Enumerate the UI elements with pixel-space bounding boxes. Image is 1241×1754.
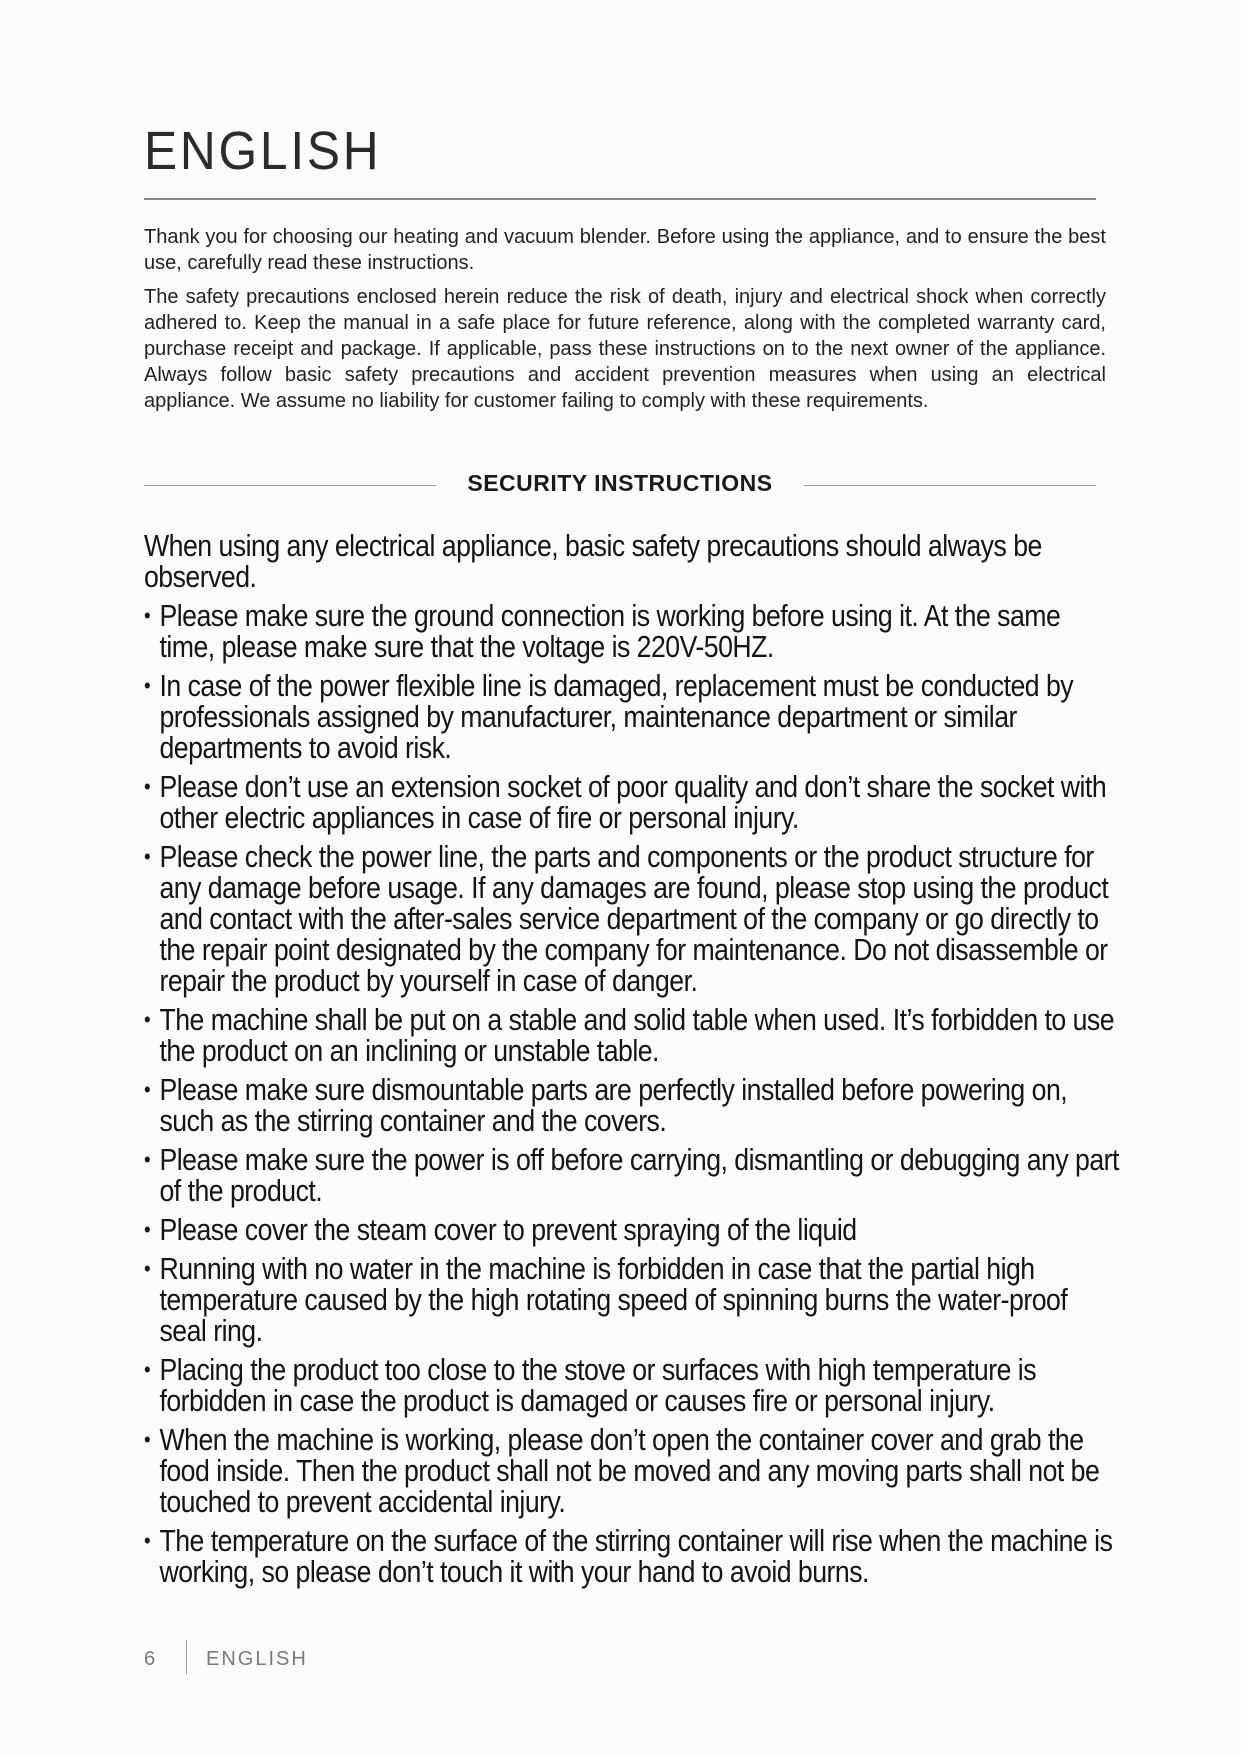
safety-bullet: • Running with no water in the machine is forbidden in case that the partial high temperature caused by the high rotating speed of spinning burns the water-proof seal ring. xyxy=(144,1253,1119,1346)
safety-bullet: • The machine shall be put on a stable and solid table when used. It’s forbidden to use the product on an inclining or unstable table. xyxy=(144,1004,1119,1066)
page-footer xyxy=(144,1640,544,1674)
safety-bullet: • Please cover the steam cover to prevent spraying of the liquid xyxy=(144,1214,1119,1245)
section-heading xyxy=(144,470,1096,500)
safety-bullet-list xyxy=(144,598,1119,1589)
safety-bullet: • The temperature on the surface of the stirring container will rise when the machine is working, so please don’t touch it with your hand to avoid burns. xyxy=(144,1525,1119,1587)
safety-bullet: • When the machine is working, please don’t open the container cover and grab the food inside. Then the product shall not be moved and any moving parts shall not be touched to prevent accidental injury. xyxy=(144,1424,1119,1517)
safety-bullet: • Placing the product too close to the stove or surfaces with high temperature is forbidden in case the product is damaged or causes fire or personal injury. xyxy=(144,1354,1119,1416)
safety-bullet: • Please make sure dismountable parts are perfectly installed before powering on, such as the stirring container and the covers. xyxy=(144,1074,1119,1136)
intro-block xyxy=(144,224,1106,422)
safety-instructions xyxy=(144,528,1119,1595)
safety-bullet: • Please make sure the power is off before carrying, dismantling or debugging any part of the product. xyxy=(144,1144,1119,1206)
footer-label: ENGLISH xyxy=(206,1648,308,1670)
heading-rule-right xyxy=(804,485,1096,486)
intro-paragraph-1: Thank you for choosing our heating and vacuum blender. Before using the appliance, and to ensure the best use, carefully read these instructions. xyxy=(144,226,1106,274)
page-title: ENGLISH xyxy=(144,121,382,181)
safety-bullet: • Please don’t use an extension socket of poor quality and don’t share the socket with other electric appliances in case of fire or personal injury. xyxy=(144,771,1119,833)
safety-bullet: • In case of the power flexible line is damaged, replacement must be conducted by professionals assigned by manufacturer, maintenance department or similar departments to avoid risk. xyxy=(144,670,1119,763)
safety-bullet: • Please check the power line, the parts and components or the product structure for any damage before usage. If any damages are found, please stop using the product and contact with the after-sales service department of the company or go directly to the repair point designated by the company for maintenance. Do not disassemble or repair the product by yourself in case of danger. xyxy=(144,841,1119,996)
footer-divider xyxy=(186,1640,187,1674)
safety-lead: When using any electrical appliance, basic safety precautions should always be observed. xyxy=(144,528,1042,594)
title-divider xyxy=(144,198,1096,200)
intro-paragraph-2: The safety precautions enclosed herein reduce the risk of death, injury and electrical shock when correctly adhered to. Keep the manual in a safe place for future reference, along with the completed warranty card, purchase receipt and package. If applicable, pass these instructions on to the next owner of the appliance. Always follow basic safety precautions and accident prevention measures when using an electrical appliance. We assume no liability for customer failing to comply with these requirements. xyxy=(144,286,1106,412)
section-heading-label: SECURITY INSTRUCTIONS xyxy=(467,470,773,496)
page-number: 6 xyxy=(144,1648,156,1670)
heading-rule-left xyxy=(144,485,436,486)
safety-bullet: • Please make sure the ground connection is working before using it. At the same time, please make sure that the voltage is 220V-50HZ. xyxy=(144,600,1119,662)
